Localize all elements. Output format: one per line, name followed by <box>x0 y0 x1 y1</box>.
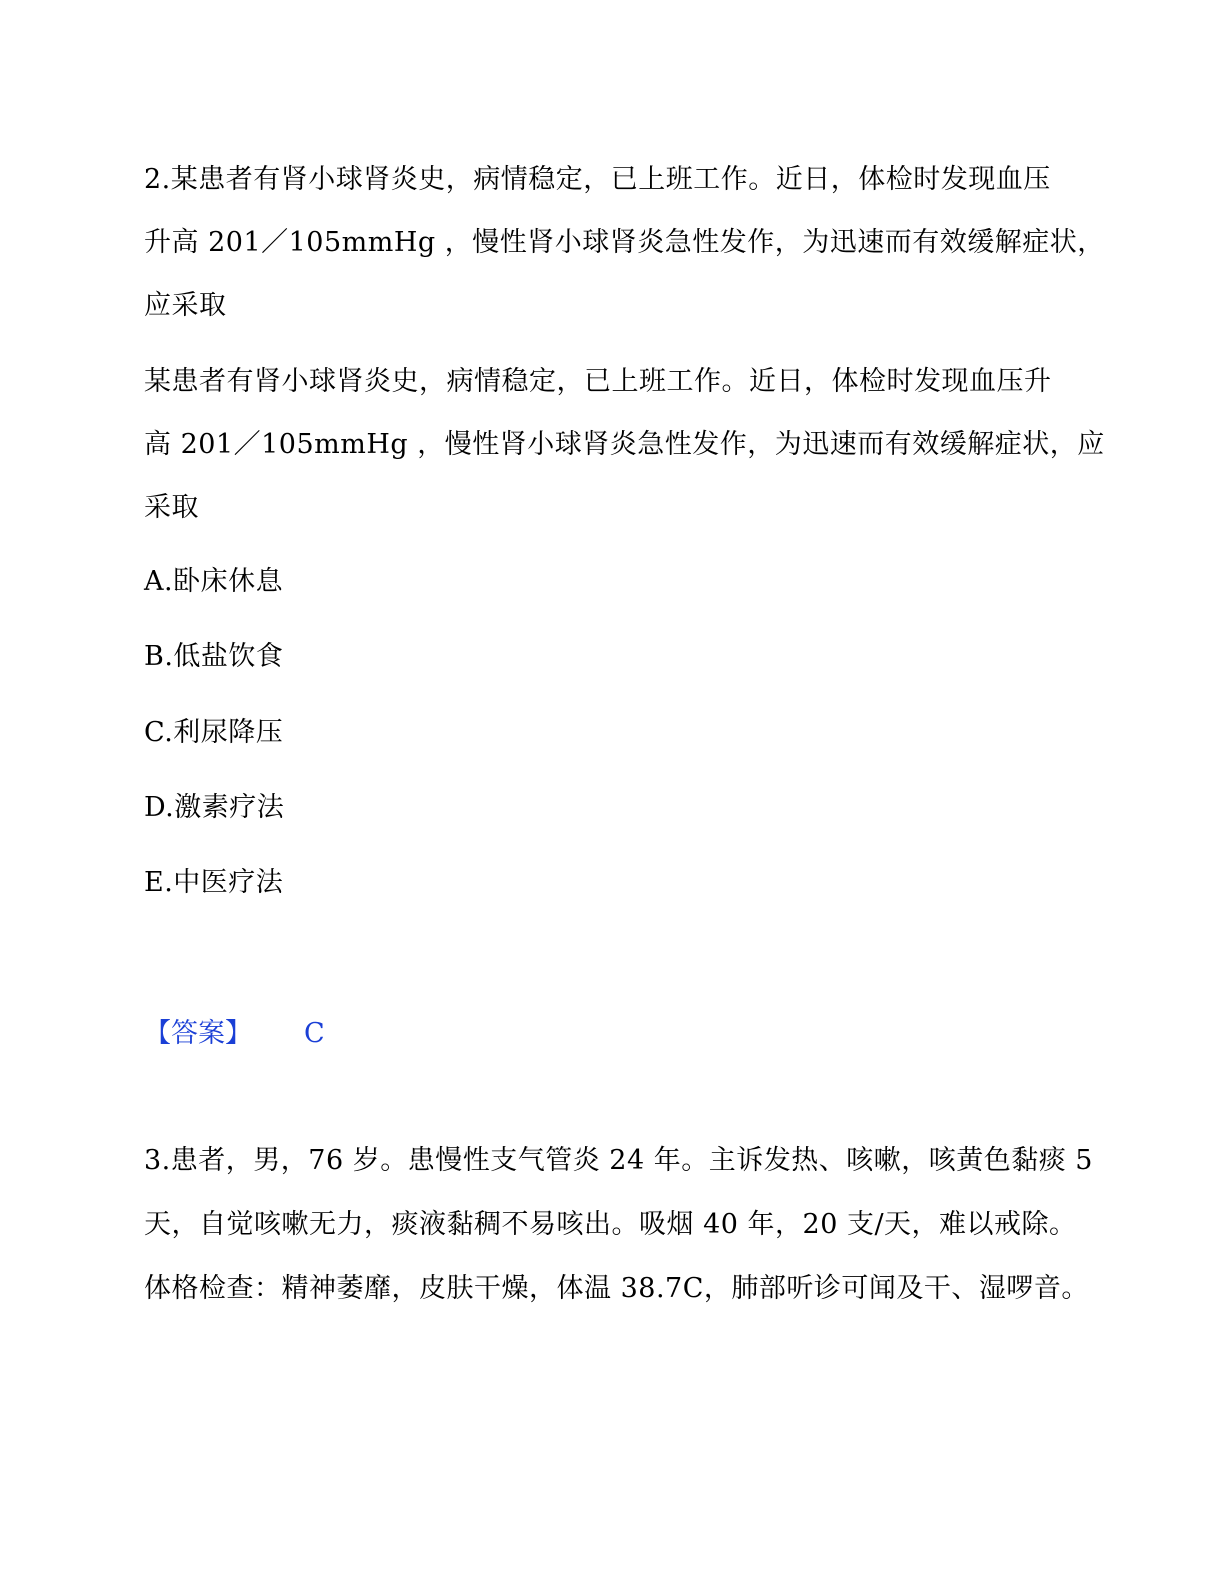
option-a: A.卧床休息 <box>144 566 284 597</box>
question3-stem-line-3: 体格检查：精神萎靡，皮肤干燥，体温 38.7C，肺部听诊可闻及干、湿啰音。 <box>144 1273 1089 1304</box>
option-c: C.利尿降压 <box>144 717 284 748</box>
answer-label: 【答案】 <box>144 1018 252 1049</box>
question2-stem-line-2: 升高 201／105mmHg ，慢性肾小球肾炎急性发作，为迅速而有效缓解症状， <box>144 227 1105 258</box>
question2-stem-line-1: 2.某患者有肾小球肾炎史，病情稳定，已上班工作。近日，体检时发现血压 <box>144 164 1051 195</box>
option-d: D.激素疗法 <box>144 792 285 823</box>
option-e: E.中医疗法 <box>144 867 284 898</box>
question2-stem-line-3: 应采取 <box>144 290 227 321</box>
answer-value: C <box>304 1018 325 1049</box>
question2-repeat-line-3: 采取 <box>144 492 199 523</box>
question2-repeat-line-1: 某患者有肾小球肾炎史，病情稳定，已上班工作。近日，体检时发现血压升 <box>144 366 1052 397</box>
question3-stem-line-1: 3.患者，男，76 岁。患慢性支气管炎 24 年。主诉发热、咳嗽，咳黄色黏痰 5 <box>144 1145 1093 1176</box>
question2-repeat-line-2: 高 201／105mmHg ，慢性肾小球肾炎急性发作，为迅速而有效缓解症状，应 <box>144 429 1105 460</box>
option-b: B.低盐饮食 <box>144 641 284 672</box>
question3-stem-line-2: 天，自觉咳嗽无力，痰液黏稠不易咳出。吸烟 40 年，20 支/天，难以戒除。 <box>144 1209 1077 1240</box>
answer-row <box>144 1016 325 1052</box>
